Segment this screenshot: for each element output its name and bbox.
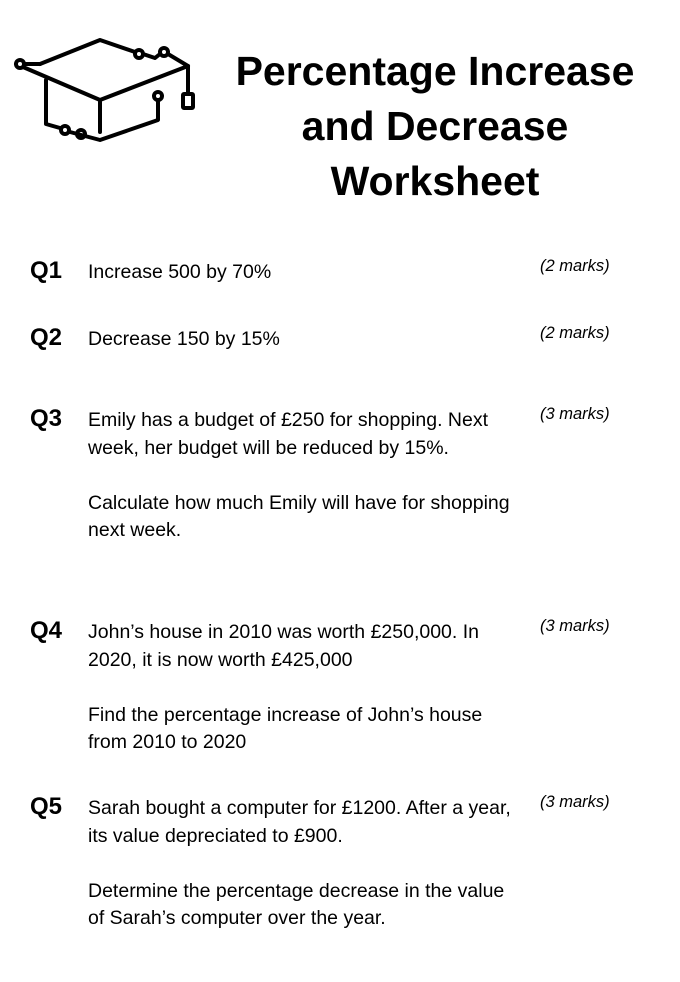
question-paragraph: Determine the percentage decrease in the value of Sarah’s computer over the year. [88,879,505,929]
question-number: Q5 [30,793,63,820]
marks-label: (2 marks) [540,324,610,342]
question-paragraph: Increase 500 by 70% [88,261,272,283]
question-number: Q4 [30,617,63,644]
question-paragraph: Find the percentage increase of John’s house from 2010 to 2020 [88,703,483,753]
question-paragraph: Calculate how much Emily will have for shopping next week. [88,491,510,541]
question-number: Q1 [30,257,63,284]
question-number: Q3 [30,405,63,432]
graduation-cap-icon [10,36,200,152]
question-text [88,619,518,757]
marks-label: (3 marks) [540,405,610,423]
page-title: Percentage Increase and Decrease Worksheet [235,48,635,204]
question-text [88,407,518,545]
marks-label: (3 marks) [540,793,610,811]
question-paragraph: Sarah bought a computer for £1200. After a year, its value depreciated to £900. [88,797,511,847]
marks-label: (3 marks) [540,617,610,635]
question-text [88,326,518,354]
question-text [88,795,518,933]
marks-label: (2 marks) [540,257,610,275]
question-paragraph: Emily has a budget of £250 for shopping. Next week, her budget will be reduced by 15%. [88,409,488,459]
question-paragraph: John’s house in 2010 was worth £250,000. In 2020, it is now worth £425,000 [88,621,479,671]
question-text [88,259,518,287]
question-number: Q2 [30,324,63,351]
question-paragraph: Decrease 150 by 15% [88,328,280,350]
